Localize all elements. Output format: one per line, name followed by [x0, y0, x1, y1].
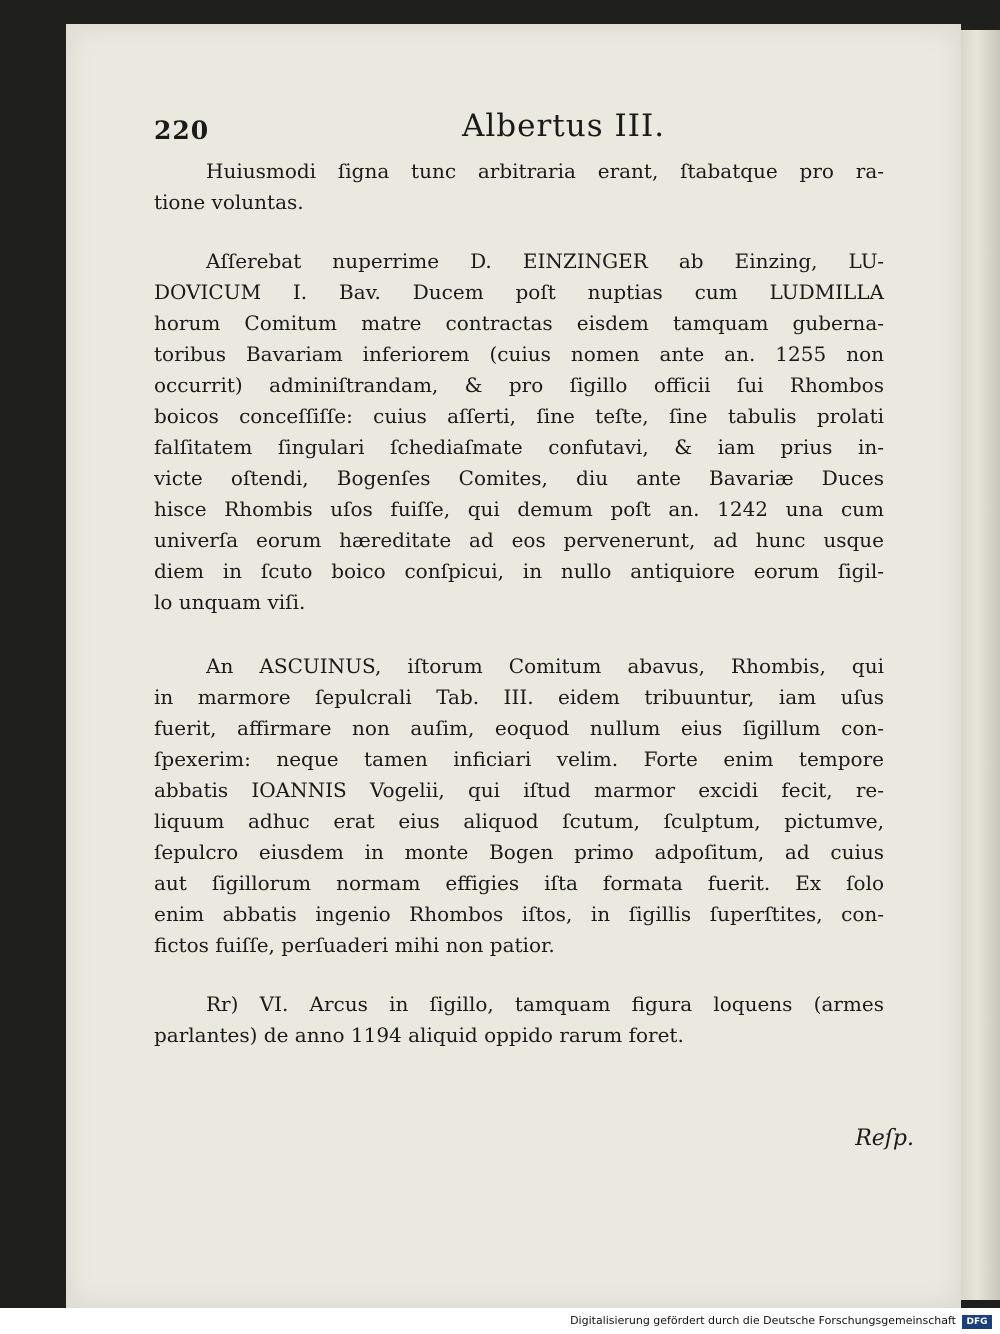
text-line: parlantes) de anno 1194 aliquid oppido rarum foret. [154, 1023, 684, 1047]
text-line: victe oſtendi, Bogenſes Comites, diu ante Bavariæ Duces [154, 466, 884, 490]
running-head [154, 108, 884, 156]
text-line: ſpexerim: neque tamen inficiari velim. Forte enim tempore [154, 747, 884, 771]
text-line: An ASCUINUS, iſtorum Comitum abavus, Rhombis, qui [206, 654, 884, 678]
dfg-logo: DFG [962, 1315, 992, 1329]
paragraph-2 [154, 246, 884, 618]
text-line: abbatis IOANNIS Vogelii, qui iſtud marmor excidi fecit, re- [154, 778, 884, 802]
text-line: lo unquam viſi. [154, 590, 306, 614]
text-line: Huiusmodi ſigna tunc arbitraria erant, ſtabatque pro ra- [206, 159, 884, 183]
text-line: fuerit, affirmare non auſim, eoquod nullum eius ſigillum con- [154, 716, 884, 740]
credit-text: Digitalisierung gefördert durch die Deutsche Forschungsgemeinschaft [570, 1314, 956, 1327]
text-line: hisce Rhombis uſos fuiſſe, qui demum poſt an. 1242 una cum [154, 497, 884, 521]
text-line: falſitatem ſingulari ſchediaſmate confutavi, & iam prius in- [154, 435, 884, 459]
text-line: diem in ſcuto boico conſpicui, in nullo antiquiore eorum ſigil- [154, 559, 884, 583]
paragraph-3 [154, 651, 884, 961]
page-text [154, 108, 884, 1051]
text-line: liquum adhuc erat eius aliquod ſcutum, ſculptum, pictumve, [154, 809, 884, 833]
text-line: DOVICUM I. Bav. Ducem poſt nuptias cum LUDMILLA [154, 280, 884, 304]
facing-page-edge [961, 30, 1000, 1300]
paragraph-4 [154, 989, 884, 1051]
text-line: horum Comitum matre contractas eisdem tamquam guberna- [154, 311, 884, 335]
text-line: tione voluntas. [154, 190, 304, 214]
text-line: in marmore ſepulcrali Tab. III. eidem tribuuntur, iam uſus [154, 685, 884, 709]
text-line: univerſa eorum hæreditate ad eos pervenerunt, ad hunc usque [154, 528, 884, 552]
text-line: boicos conceſſiſſe: cuius aſſerti, ſine teſte, ſine tabulis prolati [154, 404, 884, 428]
text-line: ſepulcro eiusdem in monte Bogen primo adpoſitum, ad cuius [154, 840, 884, 864]
text-line: aut ſigillorum normam effigies iſta formata fuerit. Ex ſolo [154, 871, 884, 895]
text-line: Rr) VI. Arcus in ſigillo, tamquam figura loquens (armes [206, 992, 884, 1016]
paragraph-gap [154, 618, 884, 651]
paragraph-1 [154, 156, 884, 218]
text-line: Aſſerebat nuperrime D. EINZINGER ab Einzing, LU- [206, 249, 884, 273]
text-line: toribus Bavariam inferiorem (cuius nomen ante an. 1255 non [154, 342, 884, 366]
text-line: fictos fuiſſe, perſuaderi mihi non patior. [154, 933, 555, 957]
text-line: occurrit) adminiſtrandam, & pro ſigillo officii ſui Rhombos [154, 373, 884, 397]
digitization-credit [0, 1308, 1000, 1334]
paragraph-gap [154, 961, 884, 989]
page-number: 220 [154, 116, 210, 145]
catchword: Reſp. [855, 1126, 914, 1151]
paragraph-gap [154, 218, 884, 246]
running-title: Albertus III. [462, 108, 666, 144]
text-line: enim abbatis ingenio Rhombos iſtos, in ſigillis ſuperſtites, con- [154, 902, 884, 926]
